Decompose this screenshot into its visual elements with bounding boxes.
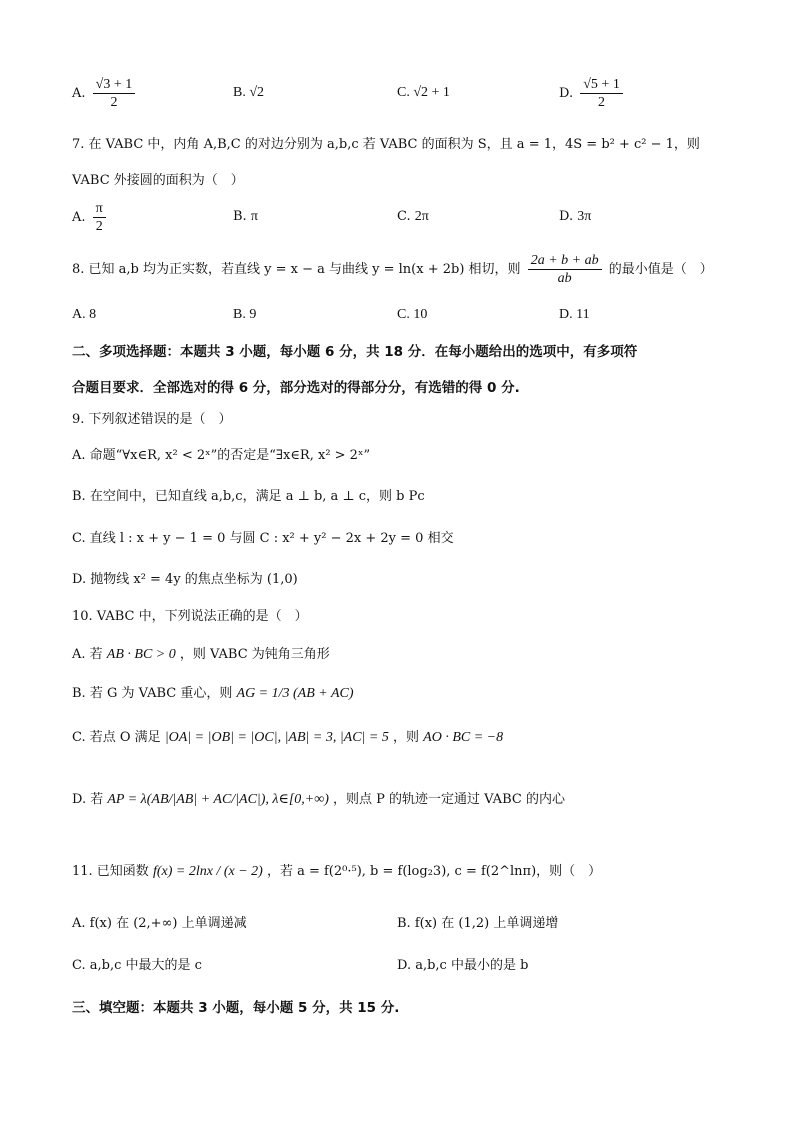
option-label: A. <box>72 86 86 101</box>
q8-option-d: D. 11 <box>559 307 590 322</box>
option-label: C. <box>397 209 411 224</box>
option-text: ，则点 P 的轨迹一定通过 VABC 的内心 <box>333 792 565 807</box>
q10-option-d <box>72 790 734 810</box>
q8-fraction <box>528 252 602 287</box>
option-label: D. <box>559 209 574 224</box>
option-label: D. <box>559 86 574 101</box>
q9-option-d: D. 抛物线 x² = 4y 的焦点坐标为 (1,0) <box>72 572 298 587</box>
option-label: C. <box>397 85 410 100</box>
q10-option-c <box>72 728 734 748</box>
fraction-numerator: √5 + 1 <box>580 76 623 94</box>
q7-option-c <box>397 207 429 227</box>
q11-option-b: B. f(x) 在 (1,2) 上单调递增 <box>397 916 559 931</box>
q8-stem-pre: 8. 已知 a,b 均为正实数，若直线 y = x − a 与曲线 y = ln(x + 2b) 相切，则 <box>72 262 521 277</box>
option-text: ，则 VABC 为钝角三角形 <box>179 647 330 662</box>
q7-option-b <box>233 207 258 227</box>
q7-stem-line1: 7. 在 VABC 中，内角 A,B,C 的对边分别为 a,b,c 若 VABC 的面积为 S，且 a = 1，4S = b² + c² − 1，则 <box>72 137 700 152</box>
vector-expression: AG = 1/3 (AB + AC) <box>236 686 354 701</box>
q9-option-a: A. 命题“∀x∈R, x² < 2ˣ”的否定是“∃x∈R, x² > 2ˣ” <box>72 448 371 463</box>
q9-option-b: B. 在空间中，已知直线 a,b,c，满足 a ⊥ b, a ⊥ c，则 b Pc <box>72 489 425 504</box>
option-expression: √2 + 1 <box>413 85 450 100</box>
q11-option-a: A. f(x) 在 (2,+∞) 上单调递减 <box>72 916 247 931</box>
q8-option-b: B. 9 <box>233 307 257 322</box>
option-value: 3π <box>577 209 592 224</box>
fraction-numerator: π <box>93 200 106 218</box>
option-label: A. 若 <box>72 647 103 662</box>
vector-expression: |OA| = |OB| = |OC|, |AB| = 3, |AC| = 5 <box>164 730 389 745</box>
q11-stem <box>72 862 734 882</box>
q11-stem-pre: 11. 已知函数 <box>72 864 149 879</box>
section2-heading-line2: 合题目要求．全部选对的得 6 分，部分选对的得部分分，有选错的得 0 分. <box>72 380 520 396</box>
fraction-denominator: ab <box>557 271 572 286</box>
option-label: A. <box>72 210 86 225</box>
q11-option-d: D. a,b,c 中最小的是 b <box>397 958 529 973</box>
option-text: ，则 <box>393 730 420 745</box>
q8-option-a: A. 8 <box>72 307 97 322</box>
q11-stem-mid: ，若 a = f(2⁰·⁵), b = f(log₂3), c = f(2^lnπ)，则（ ） <box>266 864 602 879</box>
q6-option-d <box>559 76 626 111</box>
fraction <box>93 200 106 235</box>
section2-heading-line1: 二、多项选择题：本题共 3 小题，每小题 6 分，共 18 分．在每小题给出的选项中，有多项符 <box>72 344 638 360</box>
vector-expression: AO · BC = −8 <box>423 730 504 745</box>
q7-stem-line2: VABC 外接圆的面积为（ ） <box>72 173 244 188</box>
fraction <box>93 76 136 111</box>
q10-stem: 10. VABC 中，下列说法正确的是（ ） <box>72 609 308 624</box>
q9-stem: 9. 下列叙述错误的是（ ） <box>72 412 232 427</box>
q11-option-c: C. a,b,c 中最大的是 c <box>72 958 202 973</box>
option-label: B. <box>233 209 247 224</box>
q8-stem <box>72 252 734 287</box>
function-expression: f(x) = 2lnx / (x − 2) <box>152 864 263 879</box>
q6-option-c <box>397 83 450 103</box>
section3-heading: 三、填空题：本题共 3 小题，每小题 5 分，共 15 分. <box>72 1000 400 1016</box>
fraction-denominator: 2 <box>95 219 103 234</box>
vector-expression: AB · BC > 0 <box>106 647 176 662</box>
q8-option-c: C. 10 <box>397 307 428 322</box>
option-label: D. 若 <box>72 792 104 807</box>
q7-option-a <box>72 200 109 235</box>
option-label: C. 若点 O 满足 <box>72 730 161 745</box>
q10-option-a <box>72 645 734 665</box>
q10-option-b <box>72 684 734 704</box>
option-expression: √2 <box>249 85 265 100</box>
fraction-denominator: 2 <box>598 95 606 110</box>
fraction-numerator: 2a + b + ab <box>528 252 602 270</box>
fraction-denominator: 2 <box>110 95 118 110</box>
option-label: B. 若 G 为 VABC 重心，则 <box>72 686 233 701</box>
vector-expression: AP = λ(AB/|AB| + AC/|AC|), λ∈[0,+∞) <box>107 792 329 807</box>
q6-option-a <box>72 76 138 111</box>
option-value: 2π <box>414 209 429 224</box>
q8-stem-post: 的最小值是（ ） <box>608 262 713 277</box>
q9-option-c: C. 直线 l : x + y − 1 = 0 与圆 C : x² + y² − 2x + 2y = 0 相交 <box>72 531 454 546</box>
q6-option-b <box>233 83 264 103</box>
fraction <box>580 76 623 111</box>
option-label: B. <box>233 85 246 100</box>
fraction-numerator: √3 + 1 <box>93 76 136 94</box>
q7-option-d <box>559 207 591 227</box>
option-value: π <box>250 209 258 224</box>
